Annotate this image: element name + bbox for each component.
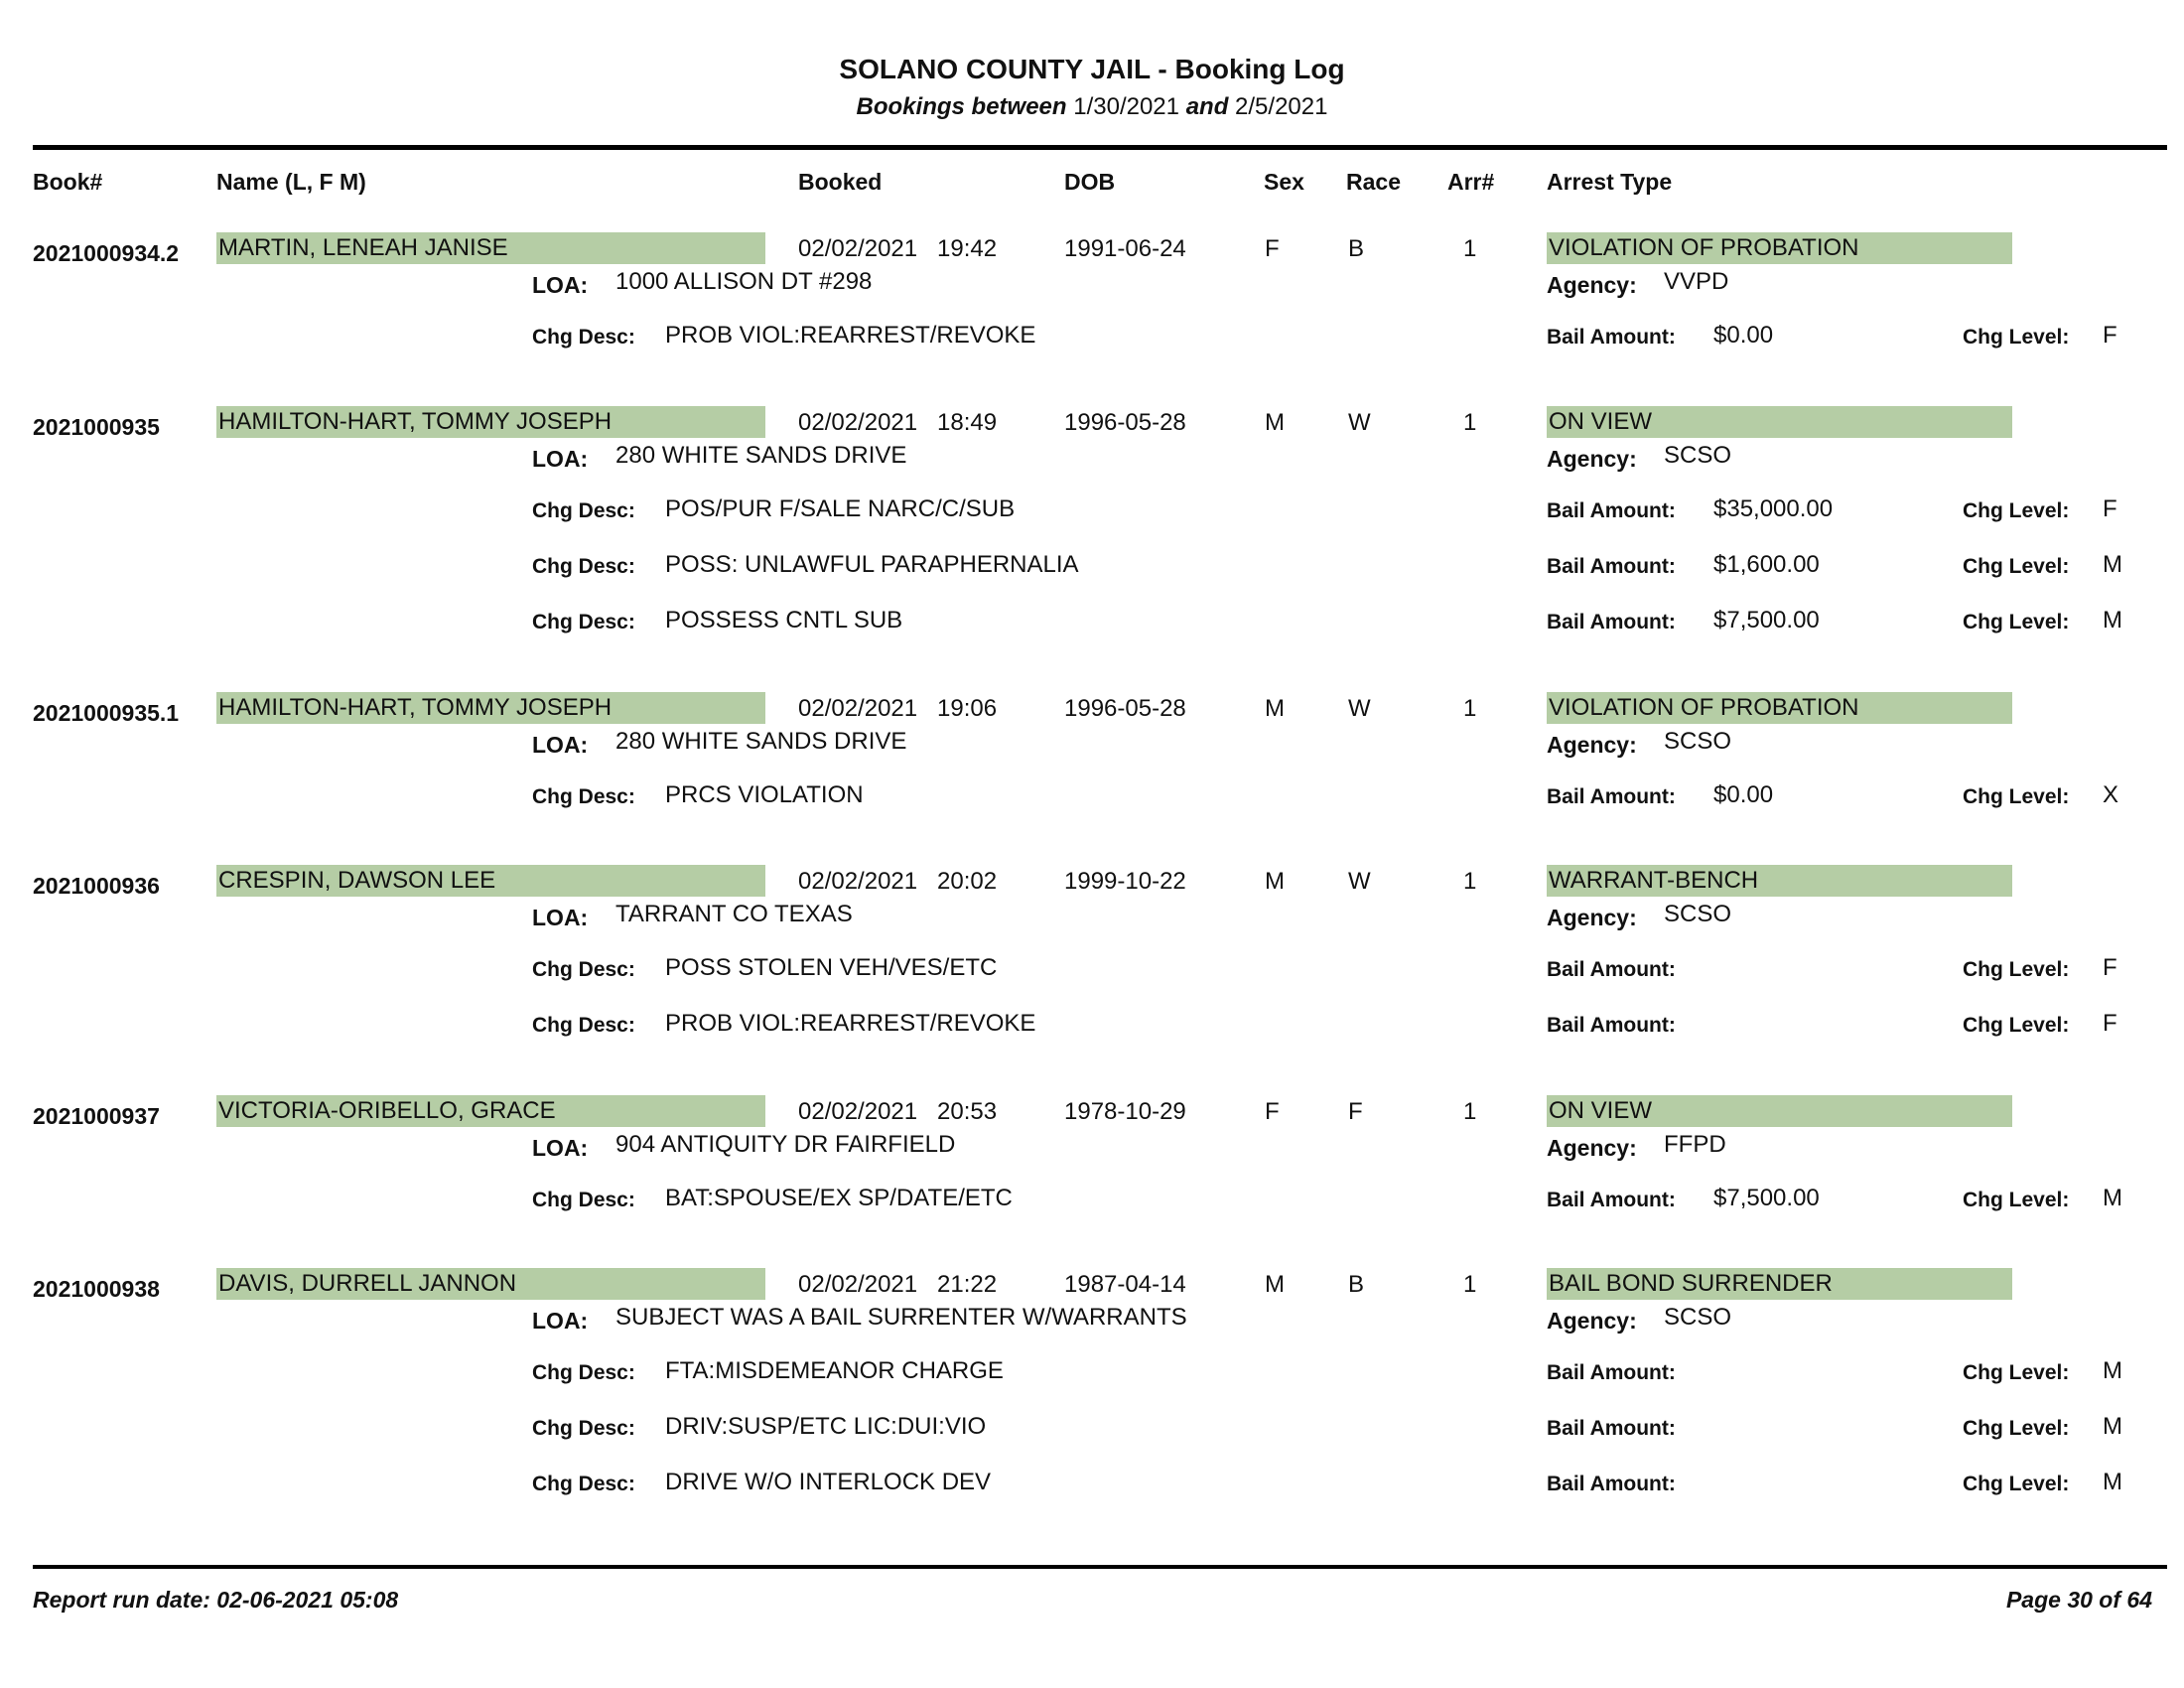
start-date: 1/30/2021 — [1073, 93, 1180, 120]
book-number: 2021000938 — [33, 1276, 160, 1302]
chg-desc-value: POSS STOLEN VEH/VES/ETC — [665, 954, 998, 981]
arrest-type: VIOLATION OF PROBATION — [1549, 234, 1859, 261]
booked-time: 20:02 — [937, 868, 998, 895]
chg-desc-label: Chg Desc: — [532, 1417, 635, 1440]
name-highlight — [216, 1268, 765, 1300]
bail-amount-label: Bail Amount: — [1547, 1189, 1676, 1211]
arrest-type-highlight — [1547, 865, 2012, 897]
dob: 1978-10-29 — [1064, 1098, 1186, 1125]
loa-value: 904 ANTIQUITY DR FAIRFIELD — [615, 1131, 956, 1158]
subtitle-prefix: Bookings between — [856, 93, 1067, 120]
report-run-date: Report run date: 02-06-2021 05:08 — [33, 1587, 399, 1613]
bail-amount-value: $0.00 — [1713, 781, 1774, 808]
loa-label: LOA: — [532, 905, 589, 930]
chg-level-value: M — [2103, 1413, 2122, 1440]
arrest-type-highlight — [1547, 406, 2012, 438]
book-number: 2021000936 — [33, 873, 160, 899]
race: W — [1348, 409, 1371, 436]
chg-level-label: Chg Level: — [1963, 499, 2070, 522]
chg-level-value: F — [2103, 1010, 2117, 1037]
chg-desc-value: PRCS VIOLATION — [665, 781, 864, 808]
chg-desc-value: DRIVE W/O INTERLOCK DEV — [665, 1469, 992, 1495]
sex: M — [1265, 695, 1285, 722]
dob: 1996-05-28 — [1064, 409, 1186, 436]
chg-level-value: F — [2103, 495, 2117, 522]
agency-value: SCSO — [1664, 901, 1732, 927]
arrest-number: 1 — [1463, 1271, 1477, 1298]
booked-date: 02/02/2021 — [798, 695, 918, 722]
loa-value: TARRANT CO TEXAS — [615, 901, 853, 927]
inmate-name: VICTORIA-ORIBELLO, GRACE — [218, 1097, 556, 1124]
book-number: 2021000934.2 — [33, 240, 180, 266]
bail-amount-value: $35,000.00 — [1713, 495, 1834, 522]
arrest-type: ON VIEW — [1549, 408, 1653, 435]
arrest-type: WARRANT-BENCH — [1549, 867, 1759, 894]
name-highlight — [216, 232, 765, 264]
chg-level-value: M — [2103, 551, 2122, 578]
agency-label: Agency: — [1547, 732, 1637, 758]
page-number: Page 30 of 64 — [2005, 1587, 2152, 1613]
bail-amount-label: Bail Amount: — [1547, 1014, 1676, 1037]
booked-time: 18:49 — [937, 409, 998, 436]
agency-label: Agency: — [1547, 905, 1637, 930]
booked-time: 20:53 — [937, 1098, 998, 1125]
booked-date: 02/02/2021 — [798, 409, 918, 436]
loa-value: 1000 ALLISON DT #298 — [615, 268, 873, 295]
inmate-name: DAVIS, DURRELL JANNON — [218, 1270, 517, 1297]
subtitle-and: and — [1185, 93, 1229, 120]
chg-desc-value: DRIV:SUSP/ETC LIC:DUI:VIO — [665, 1413, 987, 1440]
chg-desc-value: POSS: UNLAWFUL PARAPHERNALIA — [665, 551, 1079, 578]
booked-time: 21:22 — [937, 1271, 998, 1298]
dob: 1996-05-28 — [1064, 695, 1186, 722]
chg-level-label: Chg Level: — [1963, 1014, 2070, 1037]
chg-level-value: M — [2103, 1357, 2122, 1384]
chg-desc-value: FTA:MISDEMEANOR CHARGE — [665, 1357, 1004, 1384]
agency-value: VVPD — [1664, 268, 1729, 295]
book-number: 2021000937 — [33, 1103, 160, 1129]
name-highlight — [216, 1095, 765, 1127]
inmate-name: CRESPIN, DAWSON LEE — [218, 867, 496, 894]
loa-label: LOA: — [532, 732, 589, 758]
race: B — [1348, 235, 1365, 262]
arrest-type: BAIL BOND SURRENDER — [1549, 1270, 1833, 1297]
chg-level-value: M — [2103, 1185, 2122, 1211]
chg-desc-value: POS/PUR F/SALE NARC/C/SUB — [665, 495, 1016, 522]
chg-desc-label: Chg Desc: — [532, 1189, 635, 1211]
chg-desc-value: PROB VIOL:REARREST/REVOKE — [665, 1010, 1036, 1037]
chg-level-value: F — [2103, 954, 2117, 981]
chg-desc-label: Chg Desc: — [532, 326, 635, 349]
booked-date: 02/02/2021 — [798, 235, 918, 262]
col-booked: Booked — [798, 169, 883, 195]
chg-level-label: Chg Level: — [1963, 555, 2070, 578]
arrest-number: 1 — [1463, 235, 1477, 262]
dob: 1991-06-24 — [1064, 235, 1186, 262]
arrest-number: 1 — [1463, 695, 1477, 722]
arrest-type: VIOLATION OF PROBATION — [1549, 694, 1859, 721]
booked-date: 02/02/2021 — [798, 1271, 918, 1298]
bail-amount-label: Bail Amount: — [1547, 326, 1676, 349]
bail-amount-value: $1,600.00 — [1713, 551, 1820, 578]
col-sex: Sex — [1264, 169, 1304, 195]
bail-amount-value: $7,500.00 — [1713, 607, 1820, 633]
col-dob: DOB — [1064, 169, 1116, 195]
bail-amount-value: $0.00 — [1713, 322, 1774, 349]
sex: F — [1265, 235, 1280, 262]
loa-value: 280 WHITE SANDS DRIVE — [615, 442, 907, 469]
bail-amount-label: Bail Amount: — [1547, 611, 1676, 633]
chg-level-value: M — [2103, 607, 2122, 633]
agency-label: Agency: — [1547, 446, 1637, 472]
chg-level-value: M — [2103, 1469, 2122, 1495]
report-subtitle — [0, 93, 2184, 121]
agency-label: Agency: — [1547, 272, 1637, 298]
race: W — [1348, 868, 1371, 895]
bail-amount-label: Bail Amount: — [1547, 958, 1676, 981]
chg-desc-label: Chg Desc: — [532, 1014, 635, 1037]
arrest-type: ON VIEW — [1549, 1097, 1653, 1124]
agency-value: SCSO — [1664, 442, 1732, 469]
sex: F — [1265, 1098, 1280, 1125]
chg-desc-label: Chg Desc: — [532, 611, 635, 633]
bail-amount-label: Bail Amount: — [1547, 499, 1676, 522]
agency-value: SCSO — [1664, 728, 1732, 755]
chg-level-label: Chg Level: — [1963, 1189, 2070, 1211]
report-title: SOLANO COUNTY JAIL - Booking Log — [839, 54, 1345, 84]
chg-desc-value: BAT:SPOUSE/EX SP/DATE/ETC — [665, 1185, 1013, 1211]
loa-label: LOA: — [532, 446, 589, 472]
booked-time: 19:06 — [937, 695, 998, 722]
loa-label: LOA: — [532, 1308, 589, 1334]
chg-desc-label: Chg Desc: — [532, 555, 635, 578]
chg-desc-label: Chg Desc: — [532, 958, 635, 981]
loa-label: LOA: — [532, 272, 589, 298]
bail-amount-label: Bail Amount: — [1547, 1417, 1676, 1440]
name-highlight — [216, 865, 765, 897]
chg-level-label: Chg Level: — [1963, 958, 2070, 981]
loa-value: SUBJECT WAS A BAIL SURRENTER W/WARRANTS — [615, 1304, 1187, 1331]
chg-level-label: Chg Level: — [1963, 785, 2070, 808]
sex: M — [1265, 1271, 1285, 1298]
chg-level-label: Chg Level: — [1963, 326, 2070, 349]
race: W — [1348, 695, 1371, 722]
col-arr: Arr# — [1447, 169, 1495, 195]
chg-level-label: Chg Level: — [1963, 1473, 2070, 1495]
dob: 1987-04-14 — [1064, 1271, 1186, 1298]
race: F — [1348, 1098, 1363, 1125]
chg-level-label: Chg Level: — [1963, 611, 2070, 633]
book-number: 2021000935.1 — [33, 700, 180, 726]
loa-label: LOA: — [532, 1135, 589, 1161]
bail-amount-label: Bail Amount: — [1547, 1473, 1676, 1495]
arrest-type-highlight — [1547, 692, 2012, 724]
col-name: Name (L, F M) — [216, 169, 366, 195]
name-highlight — [216, 406, 765, 438]
agency-value: FFPD — [1664, 1131, 1726, 1158]
footer-rule — [33, 1565, 2167, 1569]
chg-desc-label: Chg Desc: — [532, 1361, 635, 1384]
booked-time: 19:42 — [937, 235, 998, 262]
chg-level-label: Chg Level: — [1963, 1417, 2070, 1440]
col-arrest-type: Arrest Type — [1547, 169, 1673, 195]
agency-label: Agency: — [1547, 1308, 1637, 1334]
col-race: Race — [1346, 169, 1401, 195]
agency-label: Agency: — [1547, 1135, 1637, 1161]
inmate-name: HAMILTON-HART, TOMMY JOSEPH — [218, 694, 613, 721]
end-date: 2/5/2021 — [1235, 93, 1328, 120]
loa-value: 280 WHITE SANDS DRIVE — [615, 728, 907, 755]
arrest-number: 1 — [1463, 1098, 1477, 1125]
book-number: 2021000935 — [33, 414, 160, 440]
chg-desc-label: Chg Desc: — [532, 1473, 635, 1495]
inmate-name: HAMILTON-HART, TOMMY JOSEPH — [218, 408, 613, 435]
race: B — [1348, 1271, 1365, 1298]
chg-level-value: X — [2103, 781, 2119, 808]
chg-desc-label: Chg Desc: — [532, 785, 635, 808]
inmate-name: MARTIN, LENEAH JANISE — [218, 234, 508, 261]
name-highlight — [216, 692, 765, 724]
chg-desc-label: Chg Desc: — [532, 499, 635, 522]
arrest-type-highlight — [1547, 1095, 2012, 1127]
arrest-number: 1 — [1463, 868, 1477, 895]
dob: 1999-10-22 — [1064, 868, 1186, 895]
chg-level-label: Chg Level: — [1963, 1361, 2070, 1384]
bail-amount-label: Bail Amount: — [1547, 555, 1676, 578]
chg-level-value: F — [2103, 322, 2117, 349]
booked-date: 02/02/2021 — [798, 1098, 918, 1125]
sex: M — [1265, 409, 1285, 436]
bail-amount-label: Bail Amount: — [1547, 1361, 1676, 1384]
bail-amount-value: $7,500.00 — [1713, 1185, 1820, 1211]
sex: M — [1265, 868, 1285, 895]
arrest-type-highlight — [1547, 232, 2012, 264]
agency-value: SCSO — [1664, 1304, 1732, 1331]
chg-desc-value: POSSESS CNTL SUB — [665, 607, 903, 633]
bail-amount-label: Bail Amount: — [1547, 785, 1676, 808]
chg-desc-value: PROB VIOL:REARREST/REVOKE — [665, 322, 1036, 349]
arrest-number: 1 — [1463, 409, 1477, 436]
header-rule — [33, 145, 2167, 150]
col-book: Book# — [33, 169, 103, 195]
booked-date: 02/02/2021 — [798, 868, 918, 895]
arrest-type-highlight — [1547, 1268, 2012, 1300]
